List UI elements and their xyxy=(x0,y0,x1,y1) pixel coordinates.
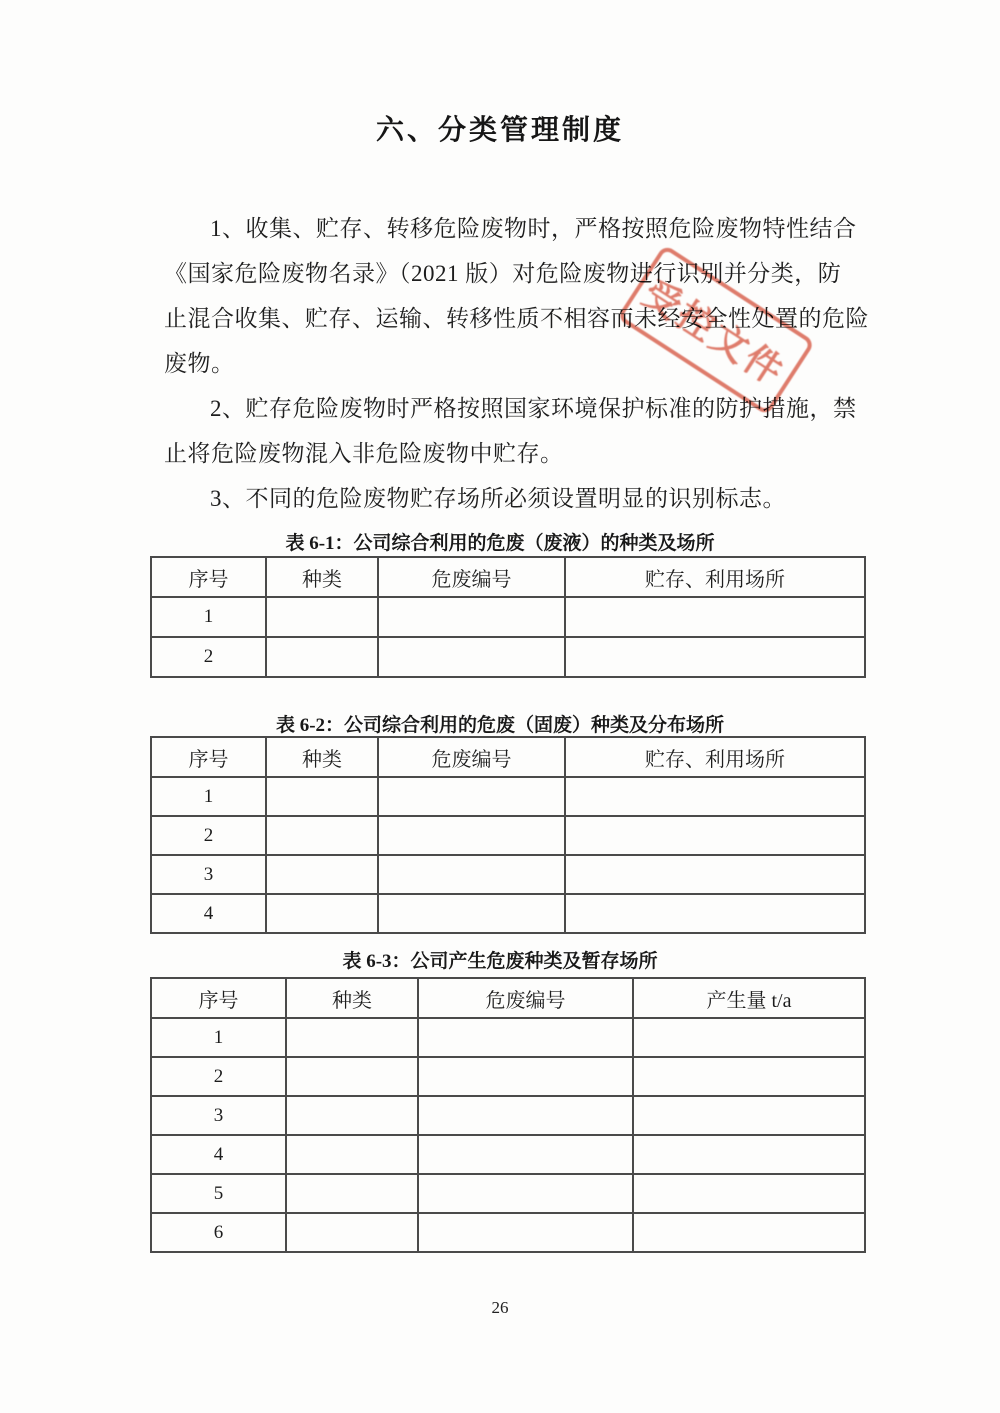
table-row xyxy=(151,1135,865,1174)
table-cell xyxy=(266,894,378,933)
table-cell xyxy=(378,637,565,677)
column-header: 贮存、利用场所 xyxy=(565,737,865,777)
table-row xyxy=(151,1213,865,1252)
table-cell xyxy=(418,1057,633,1096)
paragraph-line: 《国家危险废物名录》（2021 版）对危险废物进行识别并分类，防 xyxy=(164,261,842,286)
table-row xyxy=(151,597,865,637)
table-row xyxy=(151,1018,865,1057)
column-header: 种类 xyxy=(286,978,418,1018)
column-header: 贮存、利用场所 xyxy=(565,557,865,597)
table-cell: 3 xyxy=(151,1096,286,1135)
table-cell xyxy=(266,597,378,637)
table-row xyxy=(151,855,865,894)
table-cell xyxy=(266,855,378,894)
table-cell xyxy=(565,637,865,677)
table-row xyxy=(151,1174,865,1213)
table-cell xyxy=(378,816,565,855)
table-cell xyxy=(633,1135,865,1174)
table-6-2 xyxy=(150,736,866,934)
column-header: 产生量 t/a xyxy=(633,978,865,1018)
table-row xyxy=(151,816,865,855)
table-cell xyxy=(418,1135,633,1174)
table-cell: 4 xyxy=(151,894,266,933)
table-row xyxy=(151,637,865,677)
table-cell: 2 xyxy=(151,637,266,677)
table-6-1-caption: 表 6-1：公司综合利用的危废（废液）的种类及场所 xyxy=(285,533,715,554)
table-cell: 1 xyxy=(151,597,266,637)
table-row xyxy=(151,894,865,933)
table-cell xyxy=(286,1018,418,1057)
table-row xyxy=(151,1057,865,1096)
table-cell xyxy=(565,894,865,933)
table-cell xyxy=(418,1096,633,1135)
table-cell xyxy=(565,855,865,894)
table-cell xyxy=(286,1174,418,1213)
column-header: 种类 xyxy=(266,737,378,777)
table-cell xyxy=(266,637,378,677)
table-cell xyxy=(565,597,865,637)
page-title: 六、分类管理制度 xyxy=(375,115,624,146)
table-cell: 4 xyxy=(151,1135,286,1174)
table-cell xyxy=(418,1213,633,1252)
table-cell: 1 xyxy=(151,777,266,816)
table-cell xyxy=(378,855,565,894)
table-cell xyxy=(633,1096,865,1135)
paragraph-line: 止混合收集、贮存、运输、转移性质不相容而未经安全性处置的危险 xyxy=(164,306,869,331)
paragraph-line: 1、收集、贮存、转移危险废物时，严格按照危险废物特性结合 xyxy=(210,216,857,241)
table-cell xyxy=(286,1096,418,1135)
column-header: 危废编号 xyxy=(378,557,565,597)
table-cell: 6 xyxy=(151,1213,286,1252)
table-cell: 2 xyxy=(151,816,266,855)
table-row xyxy=(151,777,865,816)
paragraph-line: 废物。 xyxy=(164,351,235,376)
table-cell xyxy=(418,1174,633,1213)
table-cell xyxy=(633,1174,865,1213)
table-cell: 3 xyxy=(151,855,266,894)
table-cell xyxy=(378,777,565,816)
table-6-3 xyxy=(150,977,866,1253)
table-cell xyxy=(633,1057,865,1096)
table-cell xyxy=(286,1057,418,1096)
table-cell xyxy=(418,1018,633,1057)
table-cell xyxy=(378,894,565,933)
table-6-2-caption: 表 6-2：公司综合利用的危废（固废）种类及分布场所 xyxy=(275,715,725,736)
table-cell xyxy=(286,1135,418,1174)
column-header: 危废编号 xyxy=(418,978,633,1018)
table-cell xyxy=(378,597,565,637)
table-cell xyxy=(565,777,865,816)
paragraph-line: 2、贮存危险废物时严格按照国家环境保护标准的防护措施，禁 xyxy=(210,396,857,421)
table-cell: 5 xyxy=(151,1174,286,1213)
table-cell: 1 xyxy=(151,1018,286,1057)
column-header: 序号 xyxy=(151,557,266,597)
table-row xyxy=(151,1096,865,1135)
paragraph-line: 3、不同的危险废物贮存场所必须设置明显的识别标志。 xyxy=(210,486,786,511)
table-6-3-caption: 表 6-3：公司产生危废种类及暂存场所 xyxy=(342,951,658,972)
column-header: 序号 xyxy=(151,737,266,777)
column-header: 序号 xyxy=(151,978,286,1018)
table-cell xyxy=(286,1213,418,1252)
table-cell xyxy=(633,1213,865,1252)
column-header: 种类 xyxy=(266,557,378,597)
stamp-text: 受控文件 xyxy=(635,273,792,395)
table-cell: 2 xyxy=(151,1057,286,1096)
paragraph-line: 止将危险废物混入非危险废物中贮存。 xyxy=(164,441,564,466)
page-number: 26 xyxy=(491,1298,509,1317)
column-header: 危废编号 xyxy=(378,737,565,777)
table-6-1 xyxy=(150,556,866,678)
table-cell xyxy=(266,816,378,855)
table-cell xyxy=(565,816,865,855)
table-cell xyxy=(266,777,378,816)
table-cell xyxy=(633,1018,865,1057)
